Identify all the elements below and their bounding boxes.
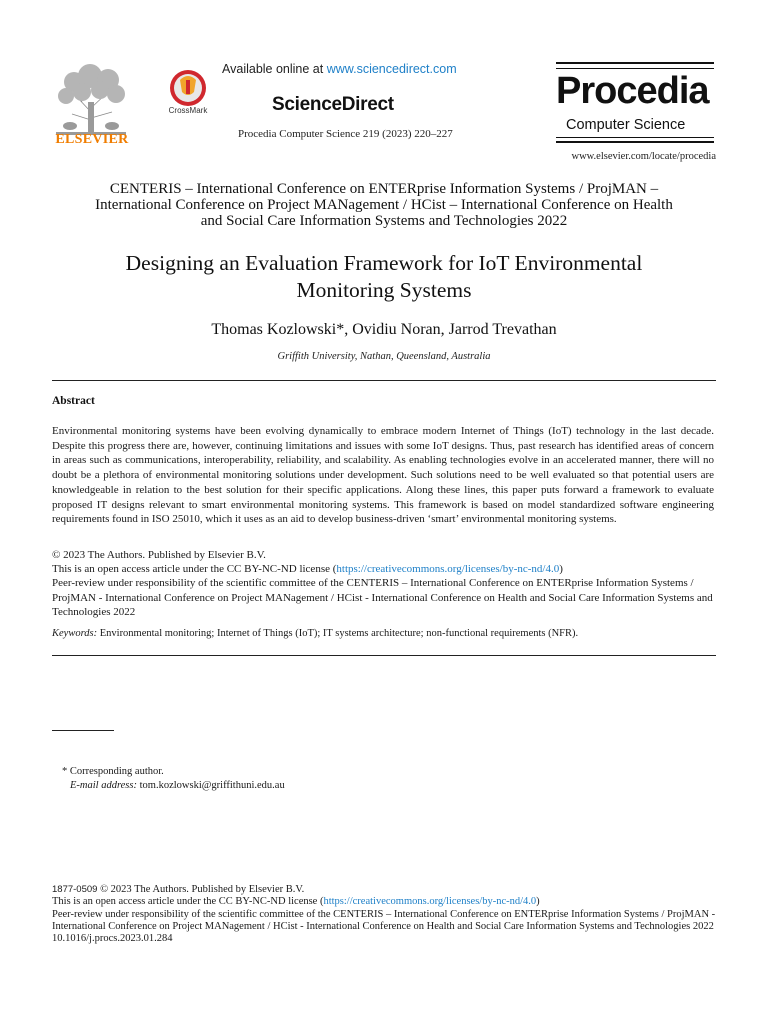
footer-copyright-line xyxy=(52,884,716,896)
journal-reference: Procedia Computer Science 219 (2023) 220–227 xyxy=(238,128,453,140)
peer-review-statement: Peer-review under responsibility of the scientific committee of the CENTERIS – International Conference on ENTERprise Information Systems / ProjMAN - International Conference on Project MANagement / HCist - International Conference on Health and Social Care Information Systems and Technologies 2022 xyxy=(52,577,713,618)
paper-title xyxy=(52,250,716,304)
available-prefix: Available online at xyxy=(222,62,324,76)
author-email[interactable]: tom.kozlowski@griffithuni.edu.au xyxy=(139,780,285,791)
abstract-heading: Abstract xyxy=(52,395,95,407)
procedia-rule xyxy=(556,141,714,143)
license-block xyxy=(52,548,716,619)
doi[interactable]: 10.1016/j.procs.2023.01.284 xyxy=(52,933,173,945)
title-line: Monitoring Systems xyxy=(296,278,472,302)
footnote-rule xyxy=(52,730,114,731)
license-line xyxy=(52,562,716,576)
conference-line: CENTERIS – International Conference on ENTERprise Information Systems / ProjMAN – xyxy=(109,181,659,197)
keywords-text: Environmental monitoring; Internet of Things (IoT); IT systems architecture; non-functional requirements (NFR). xyxy=(99,628,579,639)
elsevier-wordmark: ELSEVIER xyxy=(55,132,129,147)
license-link[interactable]: https://creativecommons.org/licenses/by-nc-nd/4.0 xyxy=(336,563,560,576)
conference-name xyxy=(52,181,716,229)
email-line xyxy=(70,780,285,791)
copyright-notice: © 2023 The Authors. Published by Elsevier B.V. xyxy=(52,549,266,561)
procedia-rule xyxy=(556,68,714,69)
procedia-title: Procedia xyxy=(556,70,709,112)
footer-copyright: © 2023 The Authors. Published by Elsevier B.V. xyxy=(100,884,305,895)
footer-license-link[interactable]: https://creativecommons.org/licenses/by-nc-nd/4.0 xyxy=(323,896,537,908)
email-label: E-mail address: xyxy=(70,780,137,791)
conference-line: and Social Care Information Systems and Technologies 2022 xyxy=(200,213,568,229)
footer-license-line xyxy=(52,896,716,908)
license-suffix: ) xyxy=(559,563,563,576)
license-prefix: This is an open access article under the CC BY-NC-ND license ( xyxy=(52,563,337,576)
conference-line: International Conference on Project MANagement / HCist – International Conference on Health xyxy=(95,197,673,213)
sciencedirect-link[interactable]: www.sciencedirect.com xyxy=(326,62,457,76)
title-line: Designing an Evaluation Framework for IoT Environmental xyxy=(125,251,643,275)
procedia-subtitle: Computer Science xyxy=(566,117,686,133)
procedia-rule xyxy=(556,62,714,64)
author-affiliation: Griffith University, Nathan, Queensland, Australia xyxy=(277,351,491,362)
crossmark-label: CrossMark xyxy=(168,106,208,115)
footer-peer-review: Peer-review under responsibility of the scientific committee of the CENTERIS – International Conference on ENTERprise Information Systems / ProjMAN - International Conference on Project MANagement / HCist - International Conference on Health and Social Care Information Systems and Technologies 2022 xyxy=(52,908,716,932)
section-rule xyxy=(52,655,716,656)
available-online-line xyxy=(222,62,482,76)
issn: 1877-0509 xyxy=(52,884,98,895)
footer-license-suffix: ) xyxy=(536,896,540,908)
journal-url[interactable]: www.elsevier.com/locate/procedia xyxy=(571,151,716,162)
sciencedirect-brand: ScienceDirect xyxy=(272,94,394,115)
abstract-text: Environmental monitoring systems have been evolving dynamically to embrace modern Internet of Things (IoT) technology in the last decade. Despite this progress there are, however, continuing limitations and issues with some IoT designs. Thus, past research has identified areas of concern in areas such as communications, interoperability, reliability, and scalability. As enabling technologies evolve in an accelerated manner, there will no doubt be a plethora of environmental monitoring solutions under development. Such solutions need to be well evaluated so that potential users are knowledgeable in relation to the best solution for their specific applications. Along these lines, this paper puts forward a framework to evaluate proposed IT designs relevant to smart environmental monitoring systems. This framework is based on model standardized software engineering requirements found in ISO 25010, which it uses as an aid to develop business-driven ‘smart’ environmental monitoring systems. xyxy=(52,425,714,526)
section-rule xyxy=(52,380,716,381)
keywords-line xyxy=(52,628,716,639)
author-list: Thomas Kozlowski*, Ovidiu Noran, Jarrod Trevathan xyxy=(211,321,557,338)
corresponding-author-note: * Corresponding author. xyxy=(62,766,164,777)
footer-publication-info xyxy=(52,884,716,945)
footer-license-prefix: This is an open access article under the CC BY-NC-ND license ( xyxy=(52,896,324,908)
procedia-rule xyxy=(556,137,714,138)
keywords-label: Keywords: xyxy=(52,628,98,639)
